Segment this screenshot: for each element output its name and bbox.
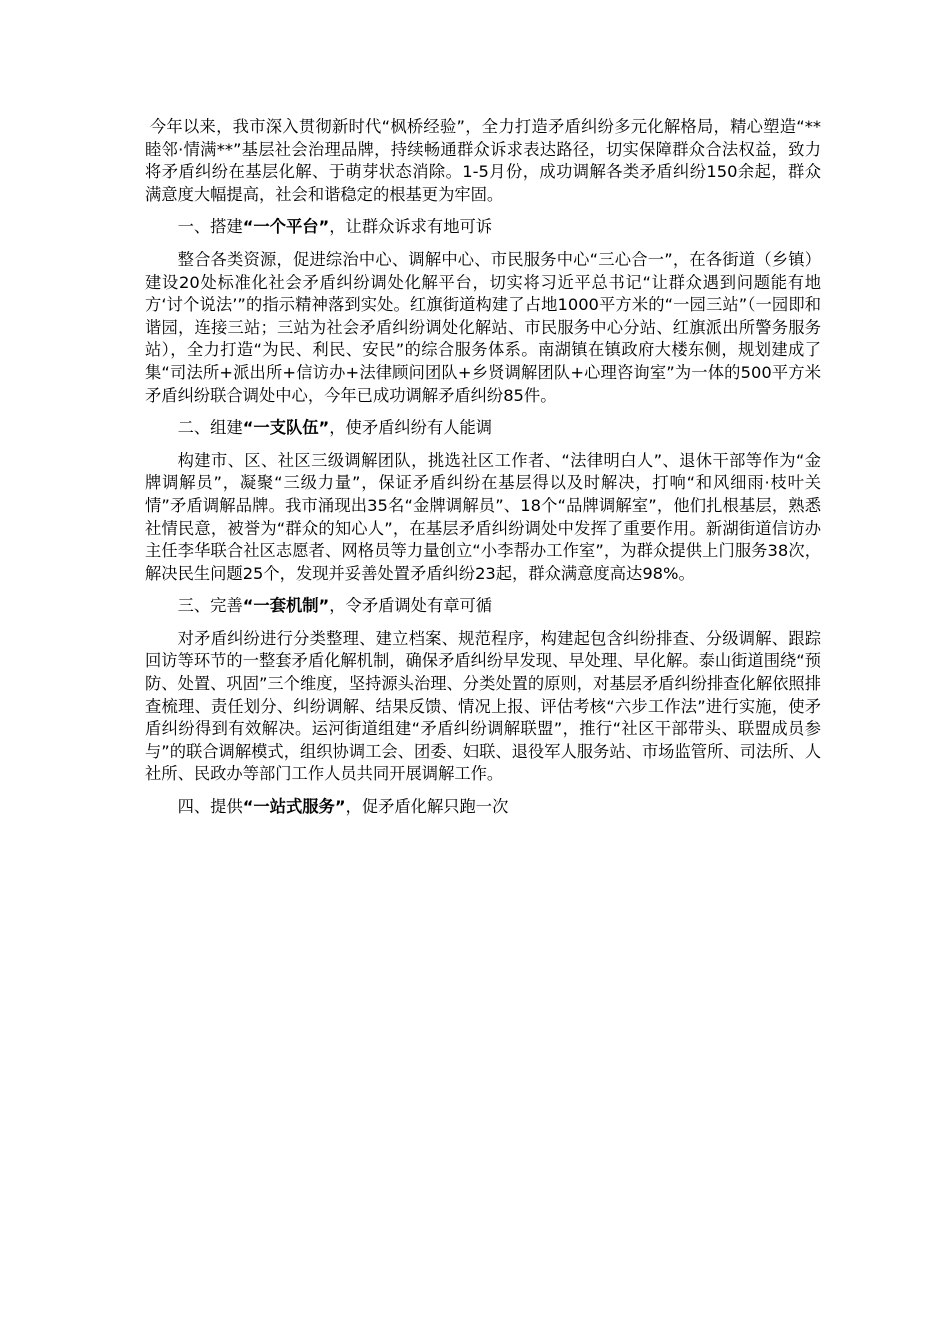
section-3-heading-post: ，令矛盾调处有章可循	[329, 596, 493, 616]
section-3-body: 对矛盾纠纷进行分类整理、建立档案、规范程序，构建起包含纠纷排查、分级调解、跟踪回访等环节的一整套矛盾化解机制，确保矛盾纠纷早发现、早处理、早化解。泰山街道围绕“预防、处置、巩固”三个维度，坚持源头治理、分类处置的原则，对基层矛盾纠纷排查化解依照排查梳理、责任划分、纠纷调解、结果反馈、情况上报、评估考核“六步工作法”进行实施，使矛盾纠纷得到有效解决。运河街道组建“矛盾纠纷调解联盟”，推行“社区干部带头、联盟成员参与”的联合调解模式，组织协调工会、团委、妇联、退役军人服务站、市场监管所、司法所、人社所、民政办等部门工作人员共同开展调解工作。	[145, 628, 821, 784]
section-2-heading-post: ，使矛盾纠纷有人能调	[329, 418, 493, 438]
section-4-heading-post: ，促矛盾化解只跑一次	[345, 797, 509, 817]
section-4-heading	[145, 796, 821, 819]
section-2-heading-bold: “一支队伍”	[242, 418, 330, 438]
section-4-heading-pre: 四、提供	[177, 797, 243, 817]
section-3-heading-pre: 三、完善	[177, 596, 243, 616]
section-3-heading	[145, 595, 821, 618]
section-4-heading-bold: “一站式服务”	[242, 797, 346, 817]
section-1-heading-post: ，让群众诉求有地可诉	[329, 217, 493, 237]
section-3-heading-bold: “一套机制”	[242, 596, 330, 616]
section-2-heading	[145, 417, 821, 440]
section-1-body: 整合各类资源，促进综治中心、调解中心、市民服务中心“三心合一”，在各街道（乡镇）建设20处标准化社会矛盾纠纷调处化解平台，切实将习近平总书记“让群众遇到问题能有地方‘讨个说法’”的指示精神落到实处。红旗街道构建了占地1000平方米的“一园三站”（一园即和谐园，连接三站；三站为社会矛盾纠纷调处化解站、市民服务中心分站、红旗派出所警务服务站），全力打造“为民、利民、安民”的综合服务体系。南湖镇在镇政府大楼东侧，规划建成了集“司法所+派出所+信访办+法律顾问团队+乡贤调解团队+心理咨询室”为一体的500平方米矛盾纠纷联合调处中心，今年已成功调解矛盾纠纷85件。	[145, 249, 821, 405]
section-1-heading	[145, 216, 821, 239]
section-1-heading-pre: 一、搭建	[177, 217, 243, 237]
document-page	[145, 116, 821, 819]
section-1-heading-bold: “一个平台”	[242, 217, 330, 237]
section-2-heading-pre: 二、组建	[177, 418, 243, 438]
intro-paragraph: 今年以来，我市深入贯彻新时代“枫桥经验”，全力打造矛盾纠纷多元化解格局，精心塑造“**睦邻·情满**”基层社会治理品牌，持续畅通群众诉求表达路径，切实保障群众合法权益，致力将矛盾纠纷在基层化解、于萌芽状态消除。1-5月份，成功调解各类矛盾纠纷150余起，群众满意度大幅提高，社会和谐稳定的根基更为牢固。	[145, 117, 821, 204]
section-2-body: 构建市、区、社区三级调解团队，挑选社区工作者、“法律明白人”、退休干部等作为“金牌调解员”，凝聚“三级力量”，保证矛盾纠纷在基层得以及时解决，打响“和风细雨·枝叶关情”矛盾调解品牌。我市涌现出35名“金牌调解员”、18个“品牌调解室”，他们扎根基层，熟悉社情民意，被誉为“群众的知心人”，在基层矛盾纠纷调处中发挥了重要作用。新湖街道信访办主任李华联合社区志愿者、网格员等力量创立“小李帮办工作室”，为群众提供上门服务38次，解决民生问题25个，发现并妥善处置矛盾纠纷23起，群众满意度高达98%。	[145, 450, 821, 583]
